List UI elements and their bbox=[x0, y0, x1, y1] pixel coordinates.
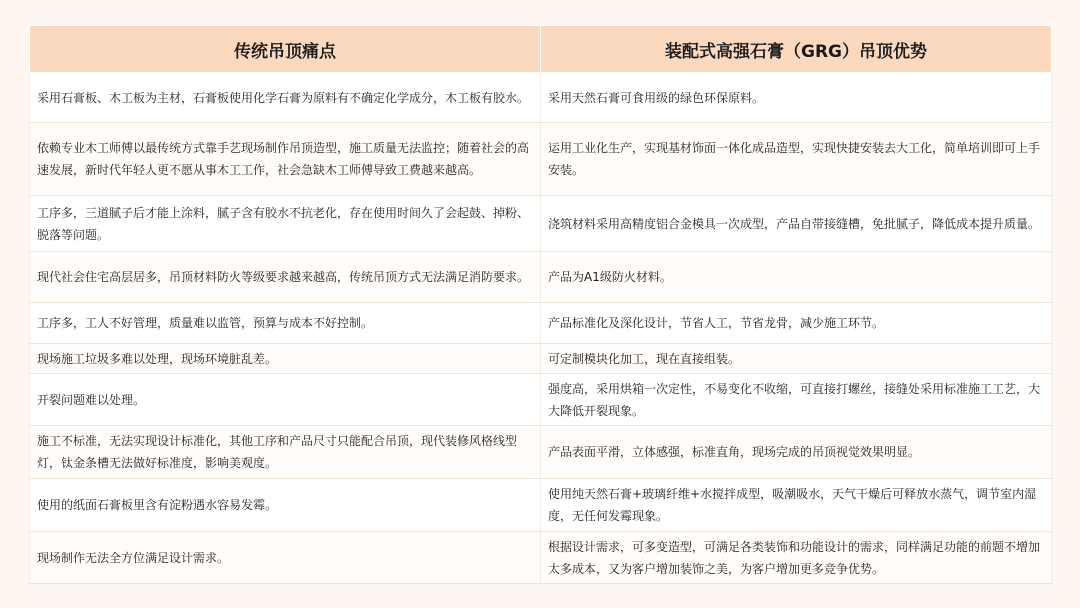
pain-point-cell: 施工不标准，无法实现设计标准化，其他工序和产品尺寸只能配合吊顶，现代装修风格线型灯，钛金条槽无法做好标准度，影响美观度。 bbox=[30, 426, 541, 479]
advantage-cell: 产品表面平滑，立体感强，标准直角，现场完成的吊顶视觉效果明显。 bbox=[541, 426, 1052, 479]
table-row bbox=[30, 426, 1052, 479]
pain-point-cell: 采用石膏板、木工板为主材，石膏板使用化学石膏为原料有不确定化学成分，木工板有胶水。 bbox=[30, 73, 541, 123]
advantage-cell: 使用纯天然石膏+玻璃纤维+水搅拌成型，吸潮吸水，天气干燥后可释放水蒸气，调节室内湿度，无任何发霉现象。 bbox=[541, 479, 1052, 532]
header-grg-advantages: 装配式高强石膏（GRG）吊顶优势 bbox=[541, 26, 1052, 73]
advantage-cell: 采用天然石膏可食用级的绿色环保原料。 bbox=[541, 73, 1052, 123]
table-row bbox=[30, 196, 1052, 252]
pain-point-cell: 工序多，三道腻子后才能上涂料，腻子含有胶水不抗老化，存在使用时间久了会起鼓、掉粉、脱落等问题。 bbox=[30, 196, 541, 252]
advantage-cell: 可定制模块化加工，现在直接组装。 bbox=[541, 344, 1052, 374]
pain-point-cell: 现代社会住宅高层居多，吊顶材料防火等级要求越来越高，传统吊顶方式无法满足消防要求。 bbox=[30, 252, 541, 303]
table-row bbox=[30, 73, 1052, 123]
pain-point-cell: 使用的纸面石膏板里含有淀粉遇水容易发霉。 bbox=[30, 479, 541, 532]
table-row bbox=[30, 123, 1052, 196]
advantage-cell: 产品为A1级防火材料。 bbox=[541, 252, 1052, 303]
table-header-row bbox=[30, 26, 1052, 73]
pain-point-cell: 依赖专业木工师傅以最传统方式靠手艺现场制作吊顶造型，施工质量无法监控；随着社会的高速发展，新时代年轻人更不愿从事木工工作，社会急缺木工师傅导致工费越来越高。 bbox=[30, 123, 541, 196]
table-row bbox=[30, 479, 1052, 532]
table-row bbox=[30, 252, 1052, 303]
advantage-cell: 强度高，采用烘箱一次定性，不易变化不收缩，可直接打螺丝，接缝处采用标准施工工艺，大大降低开裂现象。 bbox=[541, 374, 1052, 426]
advantage-cell: 产品标准化及深化设计，节省人工，节省龙骨，减少施工环节。 bbox=[541, 303, 1052, 344]
comparison-table bbox=[29, 25, 1052, 584]
header-traditional-pain-points: 传统吊顶痛点 bbox=[30, 26, 541, 73]
pain-point-cell: 现场施工垃圾多难以处理，现场环境脏乱差。 bbox=[30, 344, 541, 374]
table-row bbox=[30, 303, 1052, 344]
advantage-cell: 根据设计需求，可多变造型，可满足各类装饰和功能设计的需求，同样满足功能的前题不增加太多成本，又为客户增加装饰之美，为客户增加更多竞争优势。 bbox=[541, 532, 1052, 584]
advantage-cell: 运用工业化生产，实现基材饰面一体化成品造型，实现快捷安装去大工化，简单培训即可上手安装。 bbox=[541, 123, 1052, 196]
table-row bbox=[30, 344, 1052, 374]
comparison-table-container bbox=[29, 25, 1051, 583]
pain-point-cell: 现场制作无法全方位满足设计需求。 bbox=[30, 532, 541, 584]
pain-point-cell: 工序多，工人不好管理，质量难以监管，预算与成本不好控制。 bbox=[30, 303, 541, 344]
table-row bbox=[30, 374, 1052, 426]
advantage-cell: 浇筑材料采用高精度铝合金模具一次成型，产品自带接缝槽，免批腻子，降低成本提升质量。 bbox=[541, 196, 1052, 252]
pain-point-cell: 开裂问题难以处理。 bbox=[30, 374, 541, 426]
table-row bbox=[30, 532, 1052, 584]
